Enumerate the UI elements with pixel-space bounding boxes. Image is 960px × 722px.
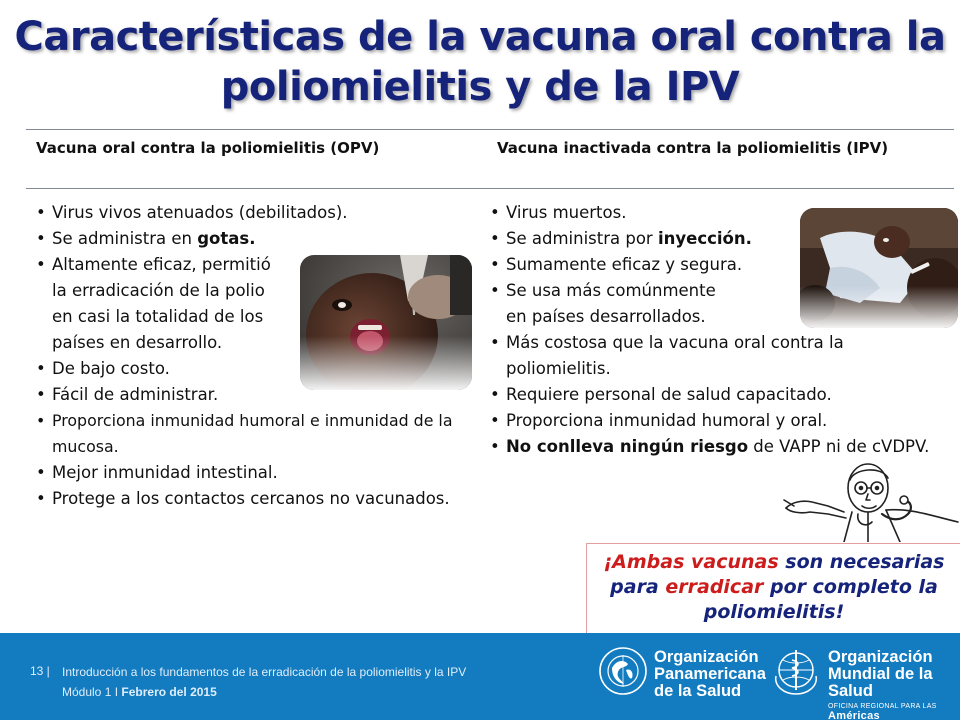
paho-name: Organización Panamericana de la Salud	[654, 648, 766, 700]
slide-title	[0, 12, 960, 112]
list-item: • No conlleva ningún riesgo de VAPP ni de cVDPV.	[488, 434, 933, 460]
opv-drops-photo	[300, 255, 472, 390]
list-item: • Virus vivos atenuados (debilitados).	[34, 200, 479, 226]
callout-emphasis-erradicar: erradicar	[665, 576, 764, 598]
list-item: • Se usa más comúnmente en países desarrollados.	[488, 278, 933, 330]
list-item: • Más costosa que la vacuna oral contra la poliomielitis.	[488, 330, 933, 382]
doctor-cartoon-icon	[782, 462, 960, 542]
list-item: • Requiere personal de salud capacitado.	[488, 382, 933, 408]
module-info: Módulo 1 I Febrero del 2015	[62, 685, 217, 699]
callout-emphasis: ¡Ambas vacunas	[603, 551, 779, 573]
list-item: • Proporciona inmunidad humoral y oral.	[488, 408, 933, 434]
header-bottom-rule	[26, 188, 954, 189]
list-item: • Se administra en gotas.	[34, 226, 479, 252]
opv-column-heading: Vacuna oral contra la poliomielitis (OPV)	[36, 139, 380, 157]
list-item: • Virus muertos.	[488, 200, 933, 226]
list-item: • Proporciona inmunidad humoral e inmunidad de la mucosa.	[34, 408, 479, 460]
paho-seal-icon	[598, 646, 648, 696]
list-item: • Altamente eficaz, permitió la erradicación de la polio en casi la totalidad de los países en desarrollo.	[34, 252, 479, 356]
list-item: • De bajo costo.	[34, 356, 479, 382]
list-item: • Sumamente eficaz y segura.	[488, 252, 933, 278]
list-item: • Se administra por inyección.	[488, 226, 933, 252]
list-item: • Fácil de administrar.	[34, 382, 479, 408]
list-item: • Protege a los contactos cercanos no vacunados.	[34, 486, 479, 512]
page-number: 13 |	[30, 664, 50, 678]
course-title: Introducción a los fundamentos de la erradicación de la poliomielitis y la IPV	[62, 665, 467, 679]
footer-bar	[0, 633, 960, 720]
ipv-injection-photo	[800, 208, 958, 328]
title-line-1: Características de la vacuna oral contra la	[14, 14, 946, 60]
header-top-rule	[26, 129, 954, 130]
list-item: • Mejor inmunidad intestinal.	[34, 460, 479, 486]
who-name: Organización Mundial de la Salud OFICINA REGIONAL PARA LAS Américas	[828, 648, 937, 722]
who-emblem-icon	[770, 646, 822, 698]
title-line-2: poliomielitis y de la IPV	[220, 64, 740, 110]
callout-box: ¡Ambas vacunas son necesarias para erradicar por completo la poliomielitis!	[586, 543, 960, 634]
ipv-column-heading: Vacuna inactivada contra la poliomielitis (IPV)	[497, 139, 889, 157]
